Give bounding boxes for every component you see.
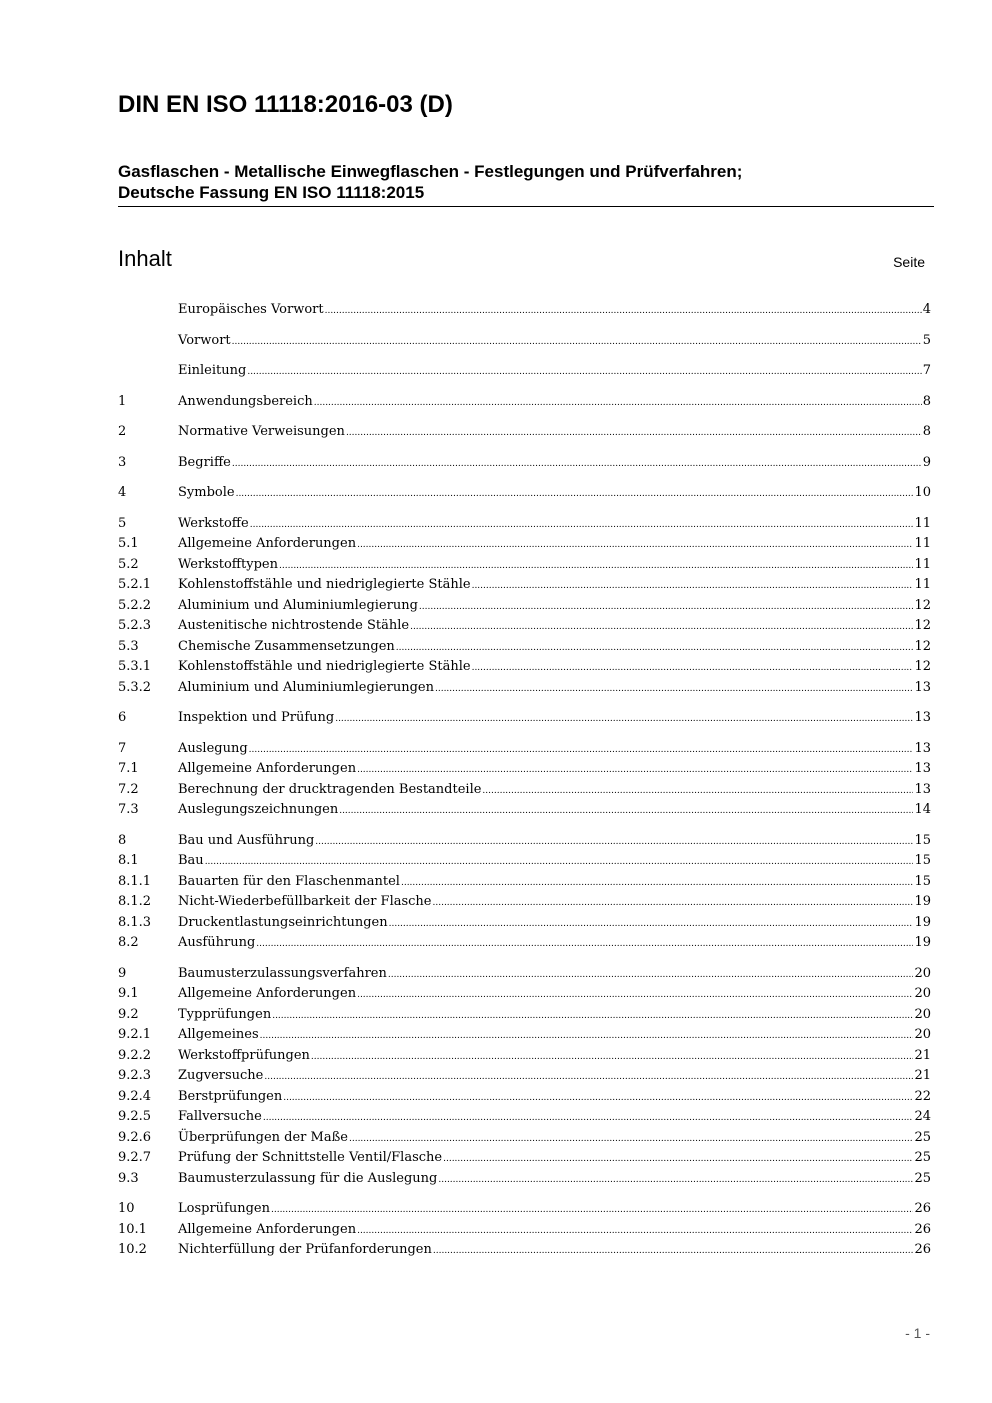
toc-entry-label: Allgemeine Anforderungen — [178, 761, 357, 776]
toc-entry-page: 10 — [914, 485, 931, 500]
toc-entry-number: 9.3 — [118, 1170, 139, 1186]
table-of-contents — [118, 300, 931, 1261]
toc-entry[interactable] — [118, 759, 931, 780]
toc-heading: Inhalt — [118, 246, 172, 271]
toc-entry[interactable] — [118, 872, 931, 893]
toc-entry-page: 25 — [914, 1170, 931, 1186]
toc-entry-page: 12 — [914, 638, 931, 654]
toc-dot-leader — [357, 985, 913, 1006]
toc-entry-page: 4 — [922, 302, 931, 317]
toc-dot-leader — [443, 1149, 913, 1170]
toc-entry-label: Werkstofftypen — [178, 556, 279, 572]
toc-entry[interactable] — [118, 361, 931, 382]
toc-entry[interactable] — [118, 708, 931, 729]
toc-entry-number: 5.3 — [118, 638, 139, 654]
toc-entry-number: 10.2 — [118, 1242, 147, 1257]
toc-entry-label: Bau und Ausführung — [178, 832, 315, 848]
toc-entry-page: 15 — [914, 832, 931, 848]
toc-dot-leader — [232, 332, 922, 353]
toc-dot-leader — [389, 914, 914, 935]
toc-entry[interactable] — [118, 616, 931, 637]
toc-entry-label: Ausführung — [178, 935, 256, 950]
toc-entry[interactable] — [118, 1220, 931, 1241]
toc-dot-leader — [357, 1221, 913, 1242]
toc-entry-label: Nicht-Wiederbefüllbarkeit der Flasche — [178, 894, 432, 909]
toc-entry-label: Normative Verweisungen — [178, 424, 345, 439]
page-number: - 1 - — [905, 1325, 930, 1341]
toc-entry-number: 2 — [118, 424, 127, 439]
toc-page-column-label: Seite — [893, 254, 925, 270]
toc-entry-number: 9 — [118, 965, 127, 981]
toc-entry-number: 8.1 — [118, 853, 139, 868]
toc-entry[interactable] — [118, 933, 931, 954]
toc-entry[interactable] — [118, 392, 931, 413]
toc-entry-page: 20 — [914, 986, 931, 1001]
toc-dot-leader — [315, 832, 913, 853]
toc-dot-leader — [435, 679, 913, 700]
toc-entry-label: Prüfung der Schnittstelle Ventil/Flasche — [178, 1150, 443, 1165]
toc-entry[interactable] — [118, 984, 931, 1005]
toc-entry-number: 9.2.4 — [118, 1088, 152, 1104]
toc-dot-leader — [247, 362, 921, 383]
toc-dot-leader — [388, 965, 914, 986]
toc-dot-leader — [205, 852, 914, 873]
toc-entry-page: 14 — [914, 802, 931, 817]
toc-entry-label: Werkstoffe — [178, 515, 249, 531]
toc-entry[interactable] — [118, 1046, 931, 1067]
toc-entry-label: Einleitung — [178, 363, 247, 378]
toc-entry[interactable] — [118, 964, 931, 985]
toc-entry[interactable] — [118, 892, 931, 913]
toc-entry-page: 12 — [914, 618, 931, 633]
toc-dot-leader — [249, 740, 914, 761]
toc-entry-page: 19 — [914, 894, 931, 909]
toc-entry[interactable] — [118, 300, 931, 321]
toc-entry[interactable] — [118, 1066, 931, 1087]
toc-entry-label: Werkstoffprüfungen — [178, 1047, 310, 1063]
toc-entry-page: 21 — [914, 1047, 931, 1063]
toc-entry-label: Auslegungszeichnungen — [178, 802, 339, 817]
toc-entry-page: 11 — [914, 556, 931, 572]
toc-entry[interactable] — [118, 831, 931, 852]
toc-entry-number: 5.2.2 — [118, 597, 152, 613]
toc-entry[interactable] — [118, 800, 931, 821]
toc-entry-number: 4 — [118, 485, 127, 500]
toc-entry-number: 9.2.3 — [118, 1068, 152, 1083]
toc-dot-leader — [263, 1108, 914, 1129]
toc-entry-label: Aluminium und Aluminiumlegierungen — [178, 679, 434, 695]
toc-entry[interactable] — [118, 483, 931, 504]
toc-entry[interactable] — [118, 678, 931, 699]
toc-dot-leader — [346, 423, 922, 444]
toc-entry-number: 5.3.2 — [118, 679, 152, 695]
toc-dot-leader — [410, 617, 913, 638]
toc-entry-label: Berechnung der drucktragenden Bestandteile — [178, 781, 482, 797]
toc-entry[interactable] — [118, 780, 931, 801]
toc-entry-page: 25 — [914, 1129, 931, 1145]
toc-entry-label: Fallversuche — [178, 1109, 262, 1124]
toc-entry-number: 5.2.3 — [118, 618, 152, 633]
toc-dot-leader — [264, 1067, 913, 1088]
toc-entry-page: 11 — [914, 536, 931, 551]
toc-dot-leader — [357, 760, 913, 781]
toc-dot-leader — [283, 1088, 913, 1109]
toc-entry-number: 9.2.5 — [118, 1109, 152, 1124]
toc-dot-leader — [433, 893, 914, 914]
toc-entry-number: 10 — [118, 1201, 135, 1216]
toc-entry[interactable] — [118, 1107, 931, 1128]
toc-entry-number: 10.1 — [118, 1221, 147, 1237]
toc-entry-number: 7.1 — [118, 761, 139, 776]
toc-entry-label: Druckentlastungseinrichtungen — [178, 914, 388, 930]
toc-dot-leader — [236, 484, 914, 505]
toc-entry-page: 12 — [914, 659, 931, 674]
toc-entry-label: Allgemeine Anforderungen — [178, 986, 357, 1001]
toc-entry[interactable] — [118, 657, 931, 678]
toc-entry-number: 5.2.1 — [118, 577, 152, 592]
toc-entry-number: 9.2.2 — [118, 1047, 152, 1063]
toc-entry-label: Austenitische nichtrostende Stähle — [178, 618, 410, 633]
toc-entry-label: Zugversuche — [178, 1068, 264, 1083]
toc-entry[interactable] — [118, 555, 931, 576]
toc-entry-page: 15 — [914, 873, 931, 889]
toc-entry-page: 15 — [914, 853, 931, 868]
toc-entry-page: 19 — [914, 914, 931, 930]
toc-entry[interactable] — [118, 637, 931, 658]
toc-dot-leader — [482, 781, 913, 802]
toc-entry-page: 9 — [922, 454, 931, 470]
toc-entry[interactable] — [118, 1148, 931, 1169]
toc-entry[interactable] — [118, 1005, 931, 1026]
toc-dot-leader — [401, 873, 913, 894]
toc-entry-number: 3 — [118, 454, 127, 470]
toc-entry-label: Berstprüfungen — [178, 1088, 283, 1104]
toc-entry-number: 8.1.2 — [118, 894, 152, 909]
toc-entry-page: 13 — [914, 679, 931, 695]
subtitle-line-1: Gasflaschen - Metallische Einwegflaschen - Festlegungen und Prüfverfahren; — [118, 162, 743, 181]
toc-entry-label: Baumusterzulassungsverfahren — [178, 965, 387, 981]
toc-entry[interactable] — [118, 331, 931, 352]
toc-entry-number: 9.2.7 — [118, 1150, 152, 1165]
toc-dot-leader — [232, 454, 922, 475]
toc-dot-leader — [279, 556, 913, 577]
title-divider — [118, 206, 934, 207]
toc-dot-leader — [260, 1026, 914, 1047]
toc-entry-label: Nichterfüllung der Prüfanforderungen — [178, 1242, 432, 1257]
toc-entry-number: 9.1 — [118, 986, 139, 1001]
toc-entry-page: 20 — [914, 965, 931, 981]
toc-entry-label: Kohlenstoffstähle und niedriglegierte Stähle — [178, 577, 471, 592]
toc-entry-number: 7 — [118, 740, 127, 756]
toc-entry-page: 13 — [914, 781, 931, 797]
toc-dot-leader — [339, 801, 913, 822]
toc-entry-page: 13 — [914, 740, 931, 756]
toc-entry-label: Aluminium und Aluminiumlegierung — [178, 597, 418, 613]
toc-entry-number: 9.2.1 — [118, 1027, 152, 1042]
toc-entry-label: Auslegung — [178, 740, 248, 756]
toc-entry-label: Anwendungsbereich — [178, 393, 313, 409]
toc-entry-label: Bau — [178, 853, 204, 868]
toc-entry-label: Kohlenstoffstähle und niedriglegierte Stähle — [178, 659, 471, 674]
toc-entry-page: 8 — [922, 424, 931, 439]
toc-entry-label: Allgemeine Anforderungen — [178, 536, 357, 551]
toc-dot-leader — [335, 709, 913, 730]
toc-entry-page: 24 — [914, 1109, 931, 1124]
toc-entry[interactable] — [118, 913, 931, 934]
toc-dot-leader — [272, 1006, 913, 1027]
toc-entry[interactable] — [118, 514, 931, 535]
toc-entry-label: Typprüfungen — [178, 1006, 272, 1022]
toc-entry[interactable] — [118, 596, 931, 617]
toc-entry-page: 26 — [914, 1201, 931, 1216]
toc-entry-number: 6 — [118, 710, 127, 725]
toc-entry-page: 26 — [914, 1242, 931, 1257]
toc-entry-number: 8.1.3 — [118, 914, 152, 930]
toc-entry-page: 11 — [914, 577, 931, 592]
toc-dot-leader — [357, 535, 913, 556]
toc-entry-label: Chemische Zusammensetzungen — [178, 638, 395, 654]
toc-entry-page: 21 — [914, 1068, 931, 1083]
toc-entry[interactable] — [118, 575, 931, 596]
toc-entry[interactable] — [118, 534, 931, 555]
toc-entry[interactable] — [118, 1087, 931, 1108]
toc-entry-label: Baumusterzulassung für die Auslegung — [178, 1170, 438, 1186]
toc-entry-number: 9.2.6 — [118, 1129, 152, 1145]
toc-entry-number: 7.3 — [118, 802, 139, 817]
toc-entry-page: 7 — [922, 363, 931, 378]
toc-entry[interactable] — [118, 1169, 931, 1190]
toc-entry-number: 7.2 — [118, 781, 139, 797]
toc-dot-leader — [256, 934, 913, 955]
toc-entry[interactable] — [118, 739, 931, 760]
toc-entry-label: Allgemeines — [178, 1027, 259, 1042]
toc-entry-number: 9.2 — [118, 1006, 139, 1022]
toc-entry-label: Vorwort — [178, 332, 231, 348]
toc-entry-page: 20 — [914, 1027, 931, 1042]
toc-entry[interactable] — [118, 1128, 931, 1149]
toc-entry-label: Begriffe — [178, 454, 231, 470]
toc-entry-page: 5 — [922, 332, 931, 348]
toc-entry-label: Bauarten für den Flaschenmantel — [178, 873, 400, 889]
toc-entry-number: 8 — [118, 832, 127, 848]
toc-entry-page: 13 — [914, 710, 931, 725]
toc-dot-leader — [250, 515, 914, 536]
toc-dot-leader — [311, 1047, 914, 1068]
toc-entry[interactable] — [118, 453, 931, 474]
toc-dot-leader — [314, 393, 922, 414]
toc-entry-label: Inspektion und Prüfung — [178, 710, 335, 725]
toc-dot-leader — [349, 1129, 913, 1150]
document-subtitle — [118, 161, 742, 203]
toc-entry-number: 5.3.1 — [118, 659, 152, 674]
toc-entry[interactable] — [118, 422, 931, 443]
toc-dot-leader — [271, 1200, 913, 1221]
toc-entry-number: 8.1.1 — [118, 873, 152, 889]
toc-entry-page: 12 — [914, 597, 931, 613]
subtitle-line-2: Deutsche Fassung EN ISO 11118:2015 — [118, 183, 425, 202]
toc-entry-label: Überprüfungen der Maße — [178, 1129, 348, 1145]
toc-entry-page: 26 — [914, 1221, 931, 1237]
toc-entry-label: Losprüfungen — [178, 1201, 270, 1216]
toc-entry-label: Allgemeine Anforderungen — [178, 1221, 357, 1237]
toc-entry-number: 5.1 — [118, 536, 139, 551]
toc-entry-page: 19 — [914, 935, 931, 950]
toc-entry[interactable] — [118, 851, 931, 872]
toc-entry-number: 1 — [118, 393, 127, 409]
toc-entry-page: 22 — [914, 1088, 931, 1104]
toc-dot-leader — [433, 1241, 914, 1262]
toc-entry-page: 8 — [922, 393, 931, 409]
toc-entry[interactable] — [118, 1025, 931, 1046]
toc-dot-leader — [472, 576, 914, 597]
document-title: DIN EN ISO 11118:2016-03 (D) — [118, 91, 453, 118]
toc-dot-leader — [472, 658, 914, 679]
toc-entry-page: 11 — [914, 515, 931, 531]
toc-entry-label: Europäisches Vorwort — [178, 302, 324, 317]
toc-dot-leader — [325, 301, 922, 322]
toc-entry-number: 5.2 — [118, 556, 139, 572]
toc-entry[interactable] — [118, 1240, 931, 1261]
toc-dot-leader — [396, 638, 914, 659]
toc-entry-page: 13 — [914, 761, 931, 776]
toc-entry-page: 20 — [914, 1006, 931, 1022]
toc-entry-label: Symbole — [178, 485, 235, 500]
toc-entry-number: 5 — [118, 515, 127, 531]
toc-dot-leader — [438, 1170, 913, 1191]
toc-entry-page: 25 — [914, 1150, 931, 1165]
toc-dot-leader — [419, 597, 914, 618]
toc-entry[interactable] — [118, 1199, 931, 1220]
toc-entry-number: 8.2 — [118, 935, 139, 950]
